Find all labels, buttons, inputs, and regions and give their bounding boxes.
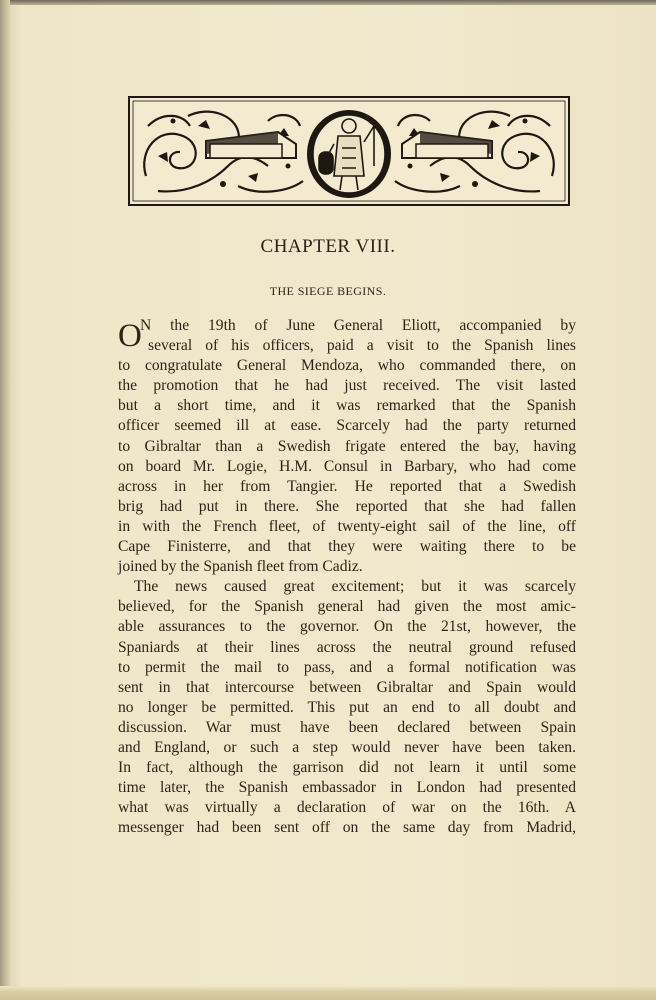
text-line: discussion. War must have been declared between Spain [118,718,576,736]
text-line: messenger had been sent off on the same day from Madrid, [118,819,576,837]
text-line: joined by the Spanish fleet from Cadiz. [118,558,363,576]
page-bottom-edge [0,986,656,1000]
text-line: in with the French fleet, of twenty-eight sail of the line, off [118,517,576,535]
body-text [118,316,576,838]
text-line: to permit the mail to pass, and a formal notification was [118,658,576,676]
text-line: what was virtually a declaration of war on the 16th. A [118,799,576,817]
text-line: across in her from Tangier. He reported that a Swedish [118,477,576,495]
text-line: several of his officers, paid a visit to the Spanish lines [148,337,576,355]
text-line: to congratulate General Mendoza, who commanded there, on [118,357,576,375]
text-line: no longer be permitted. This put an end to all doubt and [118,698,576,716]
chapter-subtitle: THE SIEGE BEGINS. [269,284,387,298]
text-line: Spaniards at their lines across the neutral ground refused [118,638,576,656]
text-line: believed, for the Spanish general had given the most amic- [118,598,576,616]
text-line: N the 19th of June General Eliott, accompanied by [140,317,576,334]
drop-cap: O [118,318,142,354]
text-line: and England, or such a step would never have been taken. [118,738,576,756]
text-line: but a short time, and it was remarked that the Spanish [118,397,576,415]
text-line: the promotion that he had just received. The visit lasted [118,377,576,395]
chapter-title: CHAPTER VIII. [260,236,396,257]
text-line: on board Mr. Logie, H.M. Consul in Barbary, who had come [118,457,576,475]
text-line: sent in that intercourse between Gibraltar and Spain would [118,678,576,696]
text-line: able assurances to the governor. On the 21st, however, the [118,618,576,636]
ornamental-headpiece-icon [128,96,570,206]
text-line: time later, the Spanish embassador in London had presented [118,779,576,797]
text-line: Cape Finisterre, and that they were waiting there to be [118,538,576,556]
text-line: The news caused great excitement; but it was scarcely [134,578,576,596]
text-line: to Gibraltar than a Swedish frigate entered the bay, having [118,437,576,455]
text-line: officer seemed ill at ease. Scarcely had the party returned [118,417,576,435]
text-line: In fact, although the garrison did not learn it until some [118,759,576,777]
page-gutter [0,0,10,1000]
page-top-edge [0,0,656,5]
text-line: brig had put in there. She reported that she had fallen [118,497,576,515]
